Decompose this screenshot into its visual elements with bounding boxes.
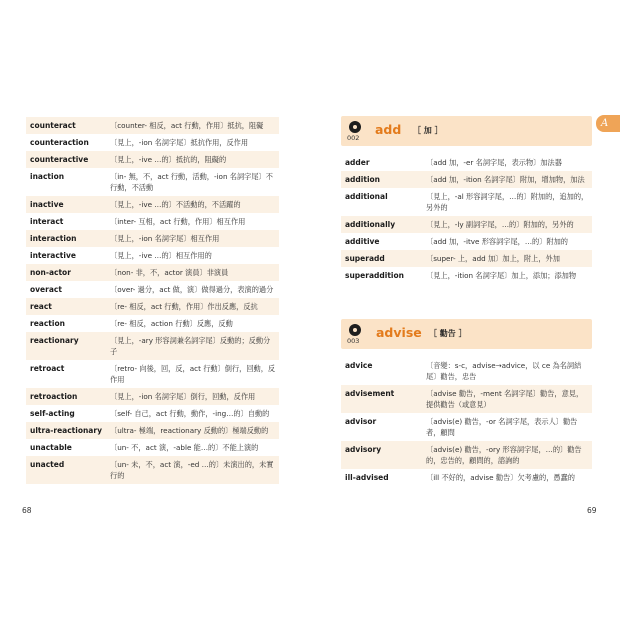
entry-word: reaction [30,319,65,328]
entry-word: adder [345,158,370,167]
page-number-left: 68 [22,506,32,515]
entry-word: additional [345,192,388,201]
entry-definition: 〔self- 自己，act 行動，動作，-ing…的〕自動的 [110,409,270,418]
entry-row [26,247,279,264]
entry-row [341,357,592,385]
section-headword: advise [376,325,422,340]
entry-word: inactive [30,200,64,209]
entry-row [341,154,592,171]
entry-row [26,117,279,134]
entry-definition: 〔retro- 向後，回，反，act 行動〕倒行，回動，反作用 [110,364,276,384]
entry-row [26,456,279,484]
entry-row [26,264,279,281]
entry-definition: 〔advis(e) 勸告，-ory 形容詞字尾，…的〕勸告的，忠告的，顧問的，諮詢的 [426,445,582,465]
entry-word: advisory [345,445,382,454]
audio-disc-icon [349,324,361,336]
section-meaning: ［ 勸告 ］ [429,329,467,338]
entry-word: additive [345,237,380,246]
entry-word: retroaction [30,392,78,401]
section-headword: add [375,122,402,137]
entry-row [341,469,592,486]
entry-definition: 〔見上，-ion 名詞字尾〕抵抗作用，反作用 [110,138,249,147]
entry-row [26,196,279,213]
entry-row [26,151,279,168]
entry-definition: 〔un- 未，不，act 演，-ed …的〕未演出的，未實行的 [110,460,274,480]
entry-word: reactionary [30,336,79,345]
entry-row [26,388,279,405]
entry-row [26,405,279,422]
entry-word: non-actor [30,268,71,277]
entry-word: advice [345,361,373,370]
entry-definition: 〔non- 非，不，actor 演員〕非演員 [110,268,229,277]
entry-word: self-acting [30,409,75,418]
letter-tab: A [596,115,620,132]
entry-definition: 〔見上，-ion 名詞字尾〕相互作用 [110,234,220,243]
entry-definition: 〔in- 無，不，act 行動，活動，-ion 名詞字尾〕不行動，不活動 [110,172,273,192]
entry-word: ill-advised [345,473,389,482]
page-number-right: 69 [587,506,597,515]
audio-disc-icon [349,121,361,133]
entry-definition: 〔見上，-ion 名詞字尾〕倒行，回動，反作用 [110,392,256,401]
entry-definition: 〔inter- 互相，act 行動，作用〕相互作用 [110,217,246,226]
entry-definition: 〔見上，-ly 副詞字尾，…的〕附加的，另外的 [426,220,574,229]
entry-word: overact [30,285,62,294]
entry-row [341,250,592,267]
entry-word: counteract [30,121,76,130]
entry-definition: 〔ill 不好的，advise 勸告〕欠考慮的，愚蠢的 [426,473,575,482]
entry-word: interactive [30,251,76,260]
entry-definition: 〔音變：s-c，advise→advice，以 ce 為名詞結尾〕勸告，忠告 [426,361,582,381]
entry-definition: 〔add 加，-er 名詞字尾，表示物〕加法器 [426,158,562,167]
entry-definition: 〔見上，-ive …的〕不活動的，不活躍的 [110,200,241,209]
entry-row [341,233,592,250]
entry-word: advisor [345,417,377,426]
entry-row [26,281,279,298]
entry-row [341,216,592,233]
entry-row [341,441,592,469]
entry-definition: 〔advise 勸告，-ment 名詞字尾〕勸告，意見，提供勸告（或意見） [426,389,584,409]
entry-definition: 〔add 加，-ition 名詞字尾〕附加，增加物，加法 [426,175,585,184]
entry-row [26,315,279,332]
entry-row [26,168,279,196]
entry-word: unacted [30,460,65,469]
entry-word: react [30,302,52,311]
entry-definition: 〔見上，-ition 名詞字尾〕加上，添加；添加物 [426,271,577,280]
entry-word: addition [345,175,381,184]
entry-list-advise [341,357,592,486]
entry-row [26,422,279,439]
entry-definition: 〔見上，-ary 形容詞兼名詞字尾〕反動的；反動分子 [110,336,271,356]
entry-definition: 〔見上，-al 形容詞字尾，…的〕附加的，追加的，另外的 [426,192,589,212]
section-number: 003 [347,337,360,345]
entry-row [26,332,279,360]
entry-word: interaction [30,234,77,243]
entry-row [341,267,592,284]
section-header-add [341,116,592,146]
entry-word: additionally [345,220,396,229]
entry-row [341,188,592,216]
entry-row [341,171,592,188]
entry-word: counteractive [30,155,89,164]
entry-word: counteraction [30,138,89,147]
entry-definition: 〔advis(e) 勸告，-or 名詞字尾，表示人〕勸告者，顧問 [426,417,578,437]
entry-word: retroact [30,364,65,373]
entry-definition: 〔re- 相反，act 行動，作用〕作出反應，反抗 [110,302,258,311]
entry-definition: 〔ultra- 極端，reactionary 反動的〕極端反動的 [110,426,269,435]
entry-word: interact [30,217,64,226]
entry-definition: 〔add 加，-itve 形容詞字尾，…的〕附加的 [426,237,568,246]
entry-row [26,298,279,315]
entry-definition: 〔見上，-ive …的〕相互作用的 [110,251,212,260]
entry-word: advisement [345,389,395,398]
entry-row [26,360,279,388]
entry-row [341,385,592,413]
entry-row [26,230,279,247]
entry-word: unactable [30,443,72,452]
entry-row [26,213,279,230]
entry-definition: 〔super- 上，add 加〕加上，附上，外加 [426,254,560,263]
entry-word: superadd [345,254,385,263]
entry-definition: 〔re- 相反，action 行動〕反應，反動 [110,319,233,328]
entry-word: ultra-reactionary [30,426,102,435]
entry-definition: 〔counter- 相反，act 行動，作用〕抵抗，阻礙 [110,121,264,130]
section-number: 002 [347,134,360,142]
entry-word: superaddition [345,271,404,280]
entry-list-add [341,154,592,284]
entry-definition: 〔over- 過分，act 做，演〕做得過分，表演的過分 [110,285,274,294]
entry-word: inaction [30,172,65,181]
section-header-advise [341,319,592,349]
entry-list-left [26,117,279,484]
entry-definition: 〔見上，-ive …的〕抵抗的，阻礙的 [110,155,227,164]
entry-row [26,439,279,456]
entry-row [341,413,592,441]
entry-definition: 〔un- 不，act 演，-able 能…的〕不能上演的 [110,443,259,452]
entry-row [26,134,279,151]
section-meaning: ［ 加 ］ [413,126,443,135]
